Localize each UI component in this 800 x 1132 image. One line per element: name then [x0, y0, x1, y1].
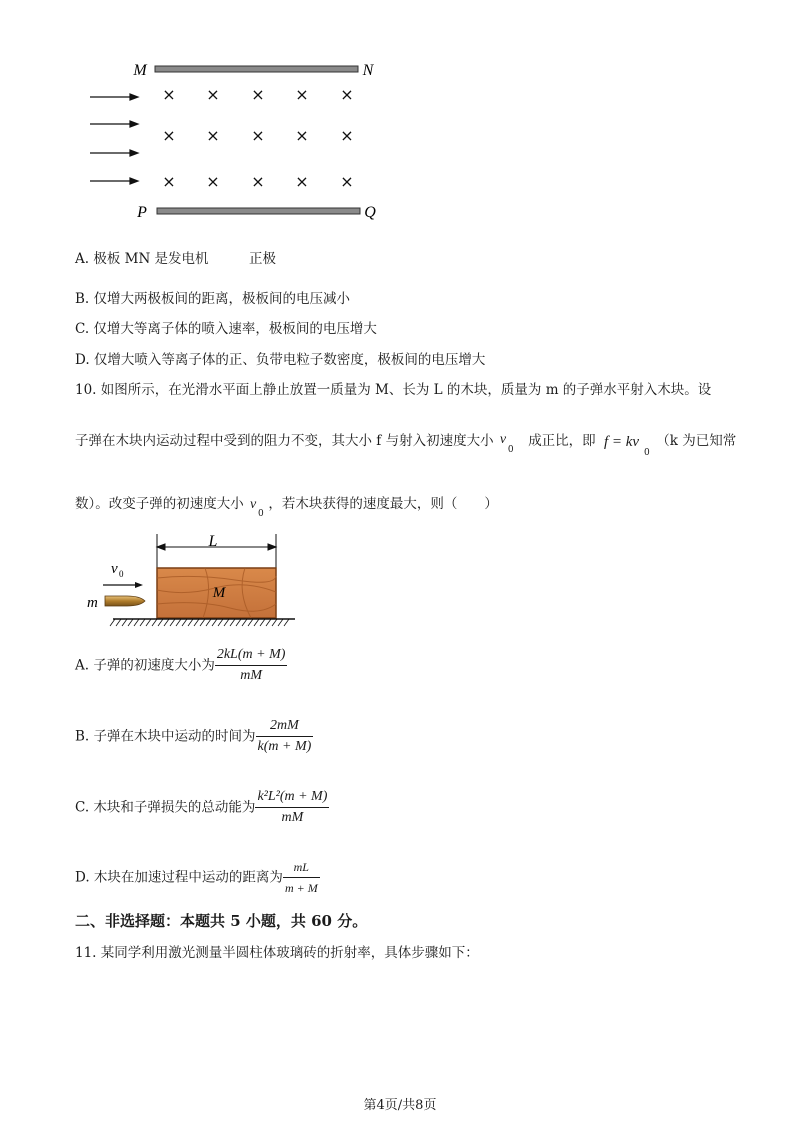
bullet-block-figure	[85, 530, 305, 635]
mhd-generator-figure	[80, 55, 400, 230]
q10-line3-v0: v	[250, 497, 257, 512]
hatch-line	[206, 619, 211, 626]
hatch-line	[278, 619, 283, 626]
fraction-denominator: m + M	[283, 877, 320, 897]
q10-formula-subscript: 0	[643, 448, 650, 458]
hatch-line	[134, 619, 139, 626]
fraction-numerator: 2kL(m + M)	[216, 647, 286, 662]
hatch-line	[266, 619, 271, 626]
q10-line2-part2: 成正比，即	[528, 433, 596, 449]
hatch-line	[122, 619, 127, 626]
ground-hatching	[110, 619, 289, 626]
q10-option-a	[75, 646, 287, 685]
q9-option-c: C. 仅增大等离子体的喷入速率，极板间的电压增大	[75, 321, 377, 337]
cross-mark: ×	[162, 85, 176, 104]
hatch-line	[224, 619, 229, 626]
hatch-line	[170, 619, 175, 626]
fraction-denominator: k(m + M)	[256, 736, 314, 756]
q10-line3-part2: ，若木块获得的速度最大，则（ ）	[268, 496, 498, 512]
label-v0-subscript: 0	[119, 569, 124, 579]
hatch-line	[200, 619, 205, 626]
label-q: Q	[364, 204, 376, 221]
q10-option-b-fraction	[256, 717, 314, 756]
hatch-line	[272, 619, 277, 626]
cross-mark: ×	[251, 172, 265, 191]
hatch-line	[116, 619, 121, 626]
q10-option-d-fraction	[283, 858, 320, 897]
q9-option-a: A. 极板 MN 是发电机 正极	[75, 251, 277, 267]
hatch-line	[182, 619, 187, 626]
hatch-line	[188, 619, 193, 626]
page-footer: 第4页/共8页	[363, 1098, 437, 1113]
hatch-line	[176, 619, 181, 626]
hatch-line	[254, 619, 259, 626]
q10-option-a-fraction	[215, 646, 288, 685]
q10-friction-formula: f = kv	[603, 434, 640, 450]
q10-line3-v0-subscript: 0	[258, 509, 264, 519]
label-m: M	[133, 62, 147, 79]
hatch-line	[128, 619, 133, 626]
cross-mark: ×	[340, 172, 354, 191]
q9-option-d: D. 仅增大喷入等离子体的正、负带电粒子数密度，极板间的电压增大	[75, 352, 486, 368]
cross-mark: ×	[340, 85, 354, 104]
q10-line2-part3: （k 为已知常	[656, 433, 737, 449]
label-v0: v	[111, 561, 118, 577]
hatch-line	[218, 619, 223, 626]
cross-mark: ×	[206, 85, 220, 104]
hatch-line	[152, 619, 157, 626]
q10-line2-part1: 子弹在木块内运动过程中受到的阻力不变，其大小 f 与射入初速度大小	[75, 433, 494, 449]
cross-mark: ×	[162, 126, 176, 145]
bullet	[105, 596, 145, 606]
hatch-line	[110, 619, 115, 626]
fraction-denominator: mM	[255, 807, 329, 827]
q10-option-a-text: A. 子弹的初速度大小为	[75, 657, 215, 674]
hatch-line	[260, 619, 265, 626]
hatch-line	[194, 619, 199, 626]
label-n: N	[362, 62, 374, 79]
hatch-line	[230, 619, 235, 626]
hatch-line	[248, 619, 253, 626]
label-p: P	[137, 204, 147, 221]
cross-mark: ×	[295, 172, 309, 191]
q9-option-b: B. 仅增大两极板间的距离，极板间的电压减小	[75, 291, 351, 307]
fraction-numerator: k²L²(m + M)	[257, 789, 328, 804]
q10-v0-symbol: v	[499, 432, 507, 447]
magnetic-field-crosses	[162, 85, 353, 191]
cross-mark: ×	[340, 126, 354, 145]
q10-option-c	[75, 788, 329, 827]
section-heading: 二、非选择题：本题共 5 小题，共 60 分。	[75, 912, 368, 930]
label-bullet-mass: m	[87, 595, 98, 611]
fraction-numerator: mL	[293, 860, 309, 874]
q10-stem-line1: 10. 如图所示，在光滑水平面上静止放置一质量为 M、长为 L 的木块，质量为 m 的子弹水平射入木块。设	[75, 382, 712, 398]
q10-v0-subscript: 0	[507, 445, 514, 455]
q10-option-d	[75, 858, 320, 897]
q10-option-c-text: C. 木块和子弹损失的总动能为	[75, 799, 256, 816]
hatch-line	[164, 619, 169, 626]
cross-mark: ×	[295, 85, 309, 104]
hatch-line	[146, 619, 151, 626]
cross-mark: ×	[251, 126, 265, 145]
hatch-line	[140, 619, 145, 626]
velocity-arrowhead	[135, 582, 143, 588]
q10-option-d-text: D. 木块在加速过程中运动的距离为	[75, 869, 283, 886]
q11-stem: 11. 某同学利用激光测量半圆柱体玻璃砖的折射率，具体步骤如下：	[75, 945, 479, 961]
cross-mark: ×	[295, 126, 309, 145]
plate-mn	[155, 66, 358, 72]
q10-option-c-fraction	[255, 788, 329, 827]
hatch-line	[242, 619, 247, 626]
q10-stem-line3	[75, 495, 498, 519]
q10-option-b-text: B. 子弹在木块中运动的时间为	[75, 728, 256, 745]
hatch-line	[284, 619, 289, 626]
cross-mark: ×	[206, 172, 220, 191]
cross-mark: ×	[251, 85, 265, 104]
plate-pq	[157, 208, 360, 214]
label-block-mass: M	[212, 585, 226, 601]
q10-stem-line2	[75, 432, 737, 458]
fraction-numerator: 2mM	[270, 718, 299, 733]
q10-line3-part1: 数）。改变子弹的初速度大小	[75, 496, 244, 512]
q10-option-b	[75, 717, 313, 756]
label-l: L	[208, 533, 218, 550]
hatch-line	[236, 619, 241, 626]
cross-mark: ×	[206, 126, 220, 145]
hatch-line	[212, 619, 217, 626]
hatch-line	[158, 619, 163, 626]
plasma-arrows	[90, 94, 138, 184]
cross-mark: ×	[162, 172, 176, 191]
fraction-denominator: mM	[215, 665, 288, 685]
